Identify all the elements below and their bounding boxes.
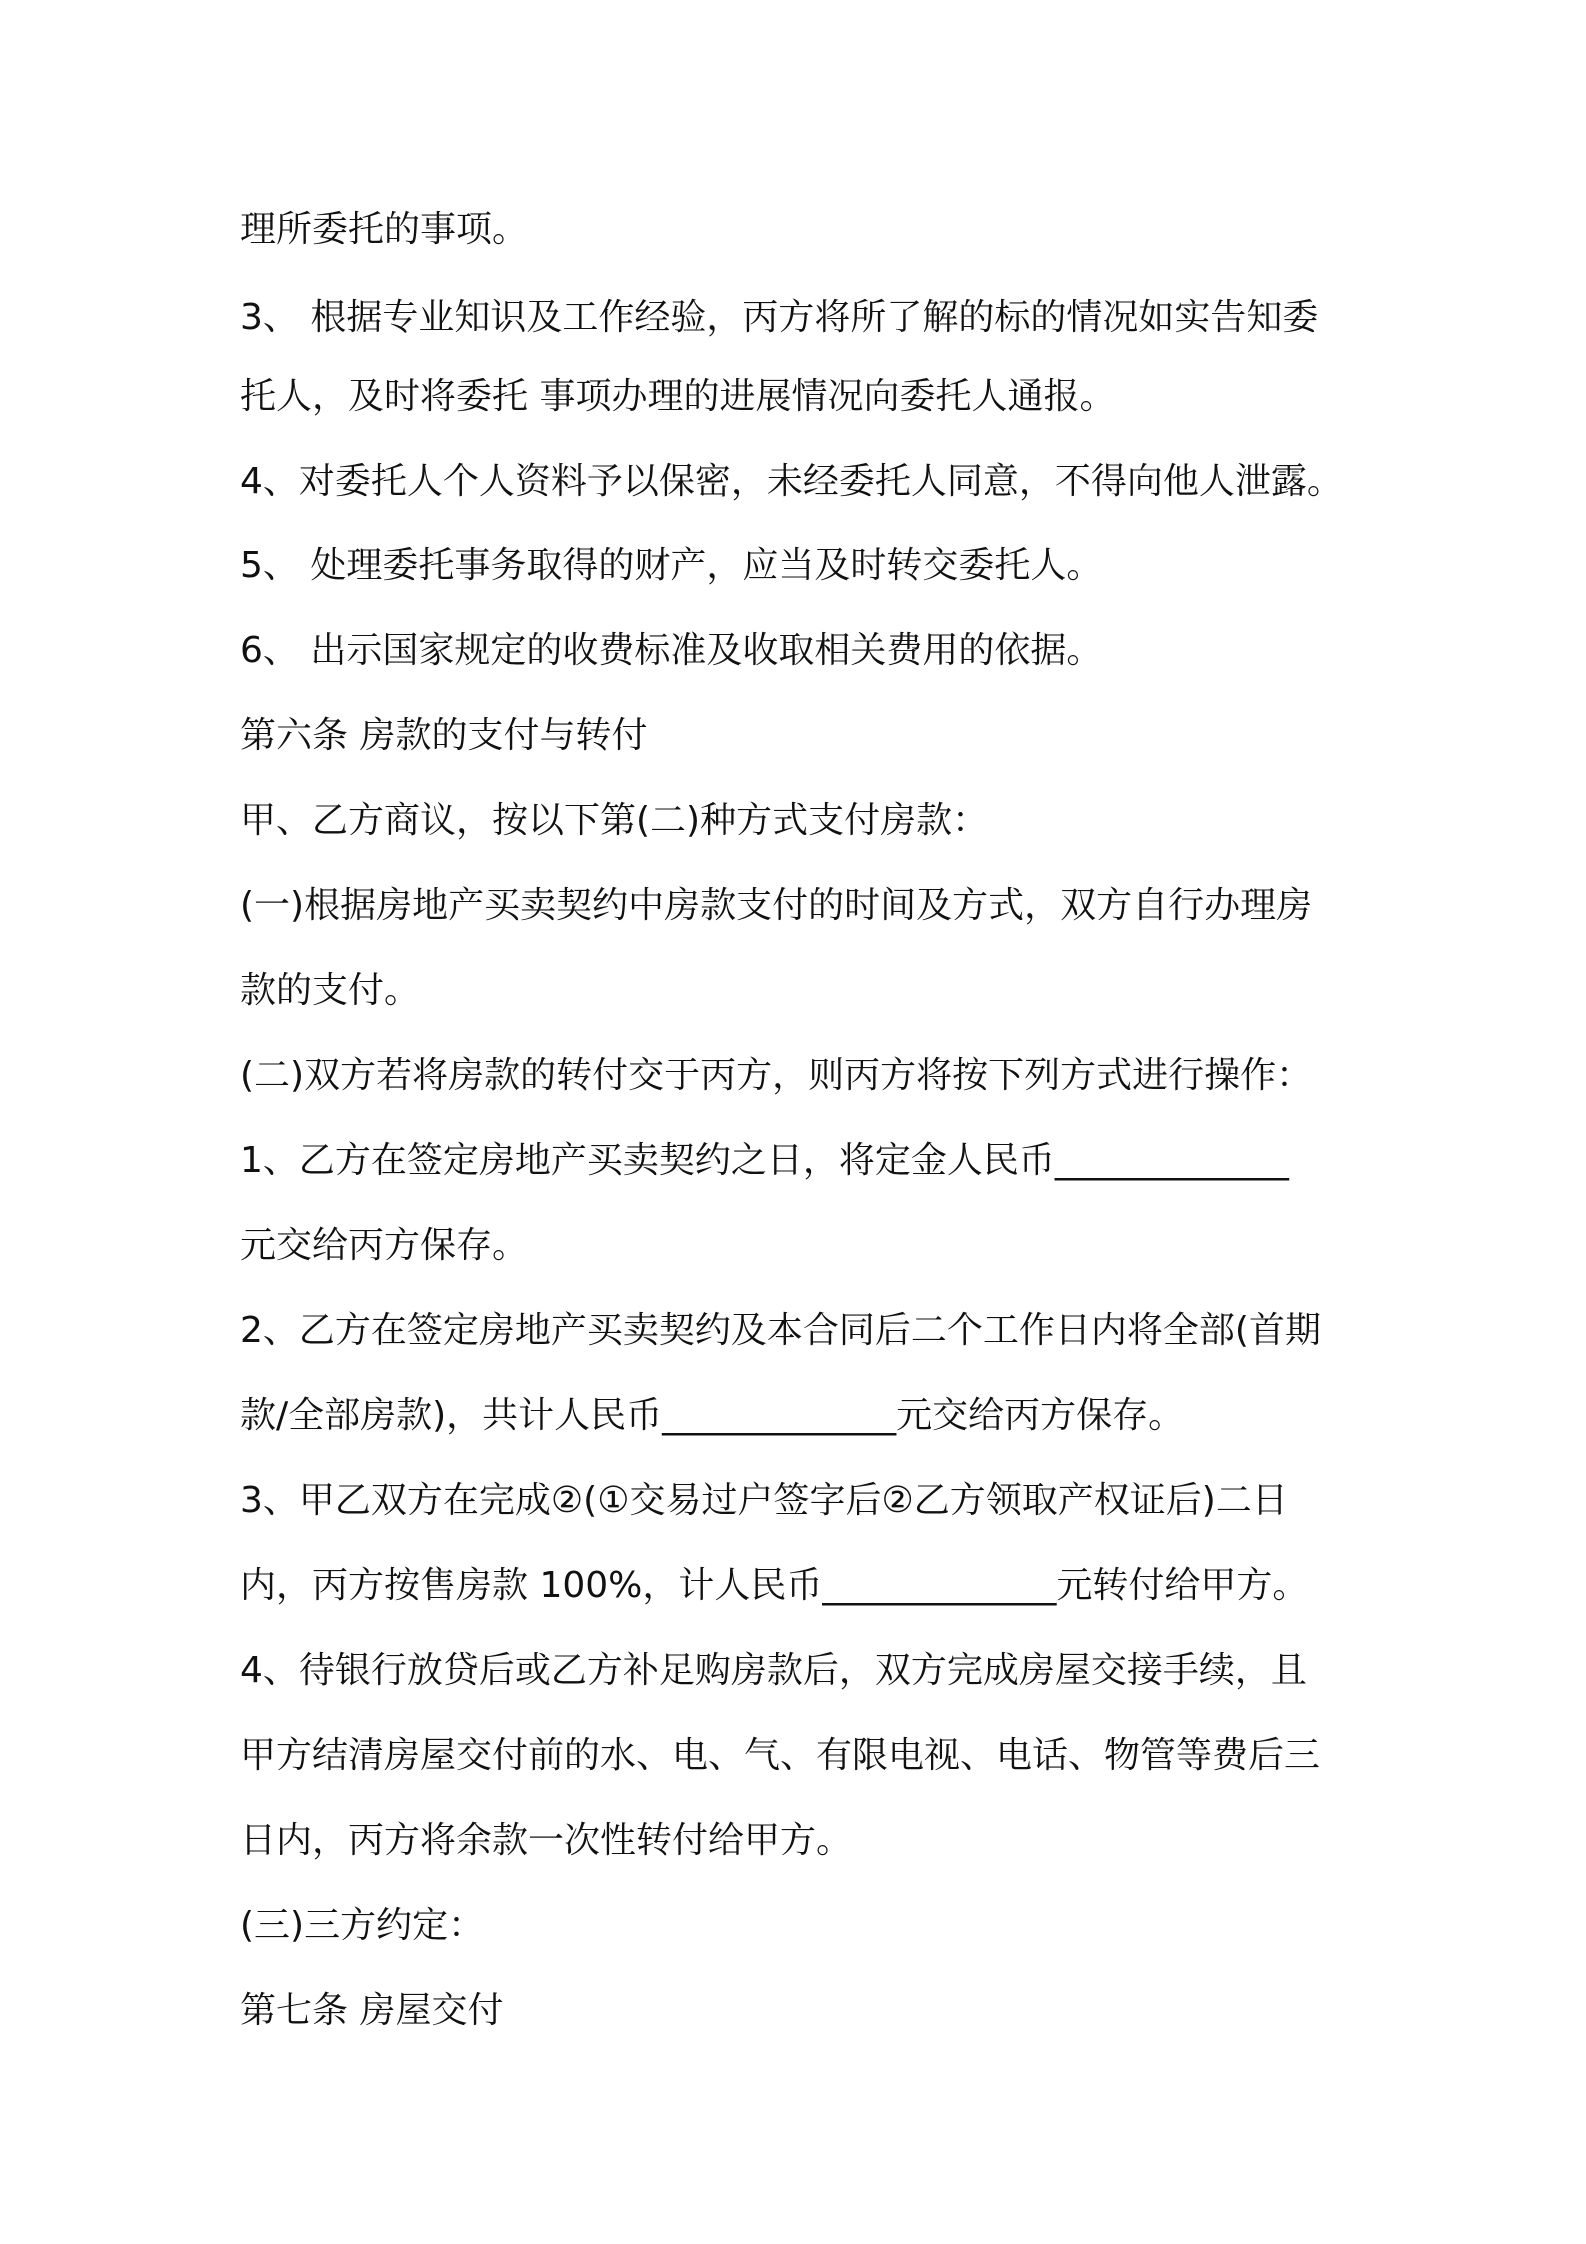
text-line: 款/全部房款)，共计人民币_____________元交给丙方保存。 [240,1395,1185,1436]
text-line: 1、乙方在签定房地产买卖契约之日，将定金人民币_____________ [240,1140,1289,1181]
text-line: 3、 根据专业知识及工作经验，丙方将所了解的标的情况如实告知委 [240,297,1319,338]
text-line: 3、甲乙双方在完成②(①交易过户签字后②乙方领取产权证后)二日 [240,1480,1288,1521]
text-line: 6、 出示国家规定的收费标准及收取相关费用的依据。 [240,630,1103,671]
text-line: 内，丙方按售房款 100%，计人民币_____________元转付给甲方。 [240,1565,1309,1606]
text-line: 4、对委托人个人资料予以保密，未经委托人同意，不得向他人泄露。 [240,461,1343,502]
section-heading: 第七条 房屋交付 [240,1990,504,2031]
text-line: 日内，丙方将余款一次性转付给甲方。 [240,1820,853,1861]
text-line: (三)三方约定： [240,1905,485,1946]
text-line: 款的支付。 [240,970,421,1011]
text-line: 甲、乙方商议，按以下第(二)种方式支付房款： [240,800,989,841]
text-line: 2、乙方在签定房地产买卖契约及本合同后二个工作日内将全部(首期 [240,1310,1321,1351]
section-heading: 第六条 房款的支付与转付 [240,715,648,756]
text-line: 甲方结清房屋交付前的水、电、气、有限电视、电话、物管等费后三 [240,1735,1321,1776]
text-line: 4、待银行放贷后或乙方补足购房款后，双方完成房屋交接手续，且 [240,1650,1307,1691]
text-line: 理所委托的事项。 [240,209,529,250]
text-line: (二)双方若将房款的转付交于丙方，则丙方将按下列方式进行操作： [240,1055,1313,1096]
text-line: 元交给丙方保存。 [240,1225,529,1266]
text-line: 托人，及时将委托 事项办理的进展情况向委托人通报。 [240,376,1116,417]
text-line: (一)根据房地产买卖契约中房款支付的时间及方式，双方自行办理房 [240,885,1313,926]
text-line: 5、 处理委托事务取得的财产，应当及时转交委托人。 [240,545,1103,586]
